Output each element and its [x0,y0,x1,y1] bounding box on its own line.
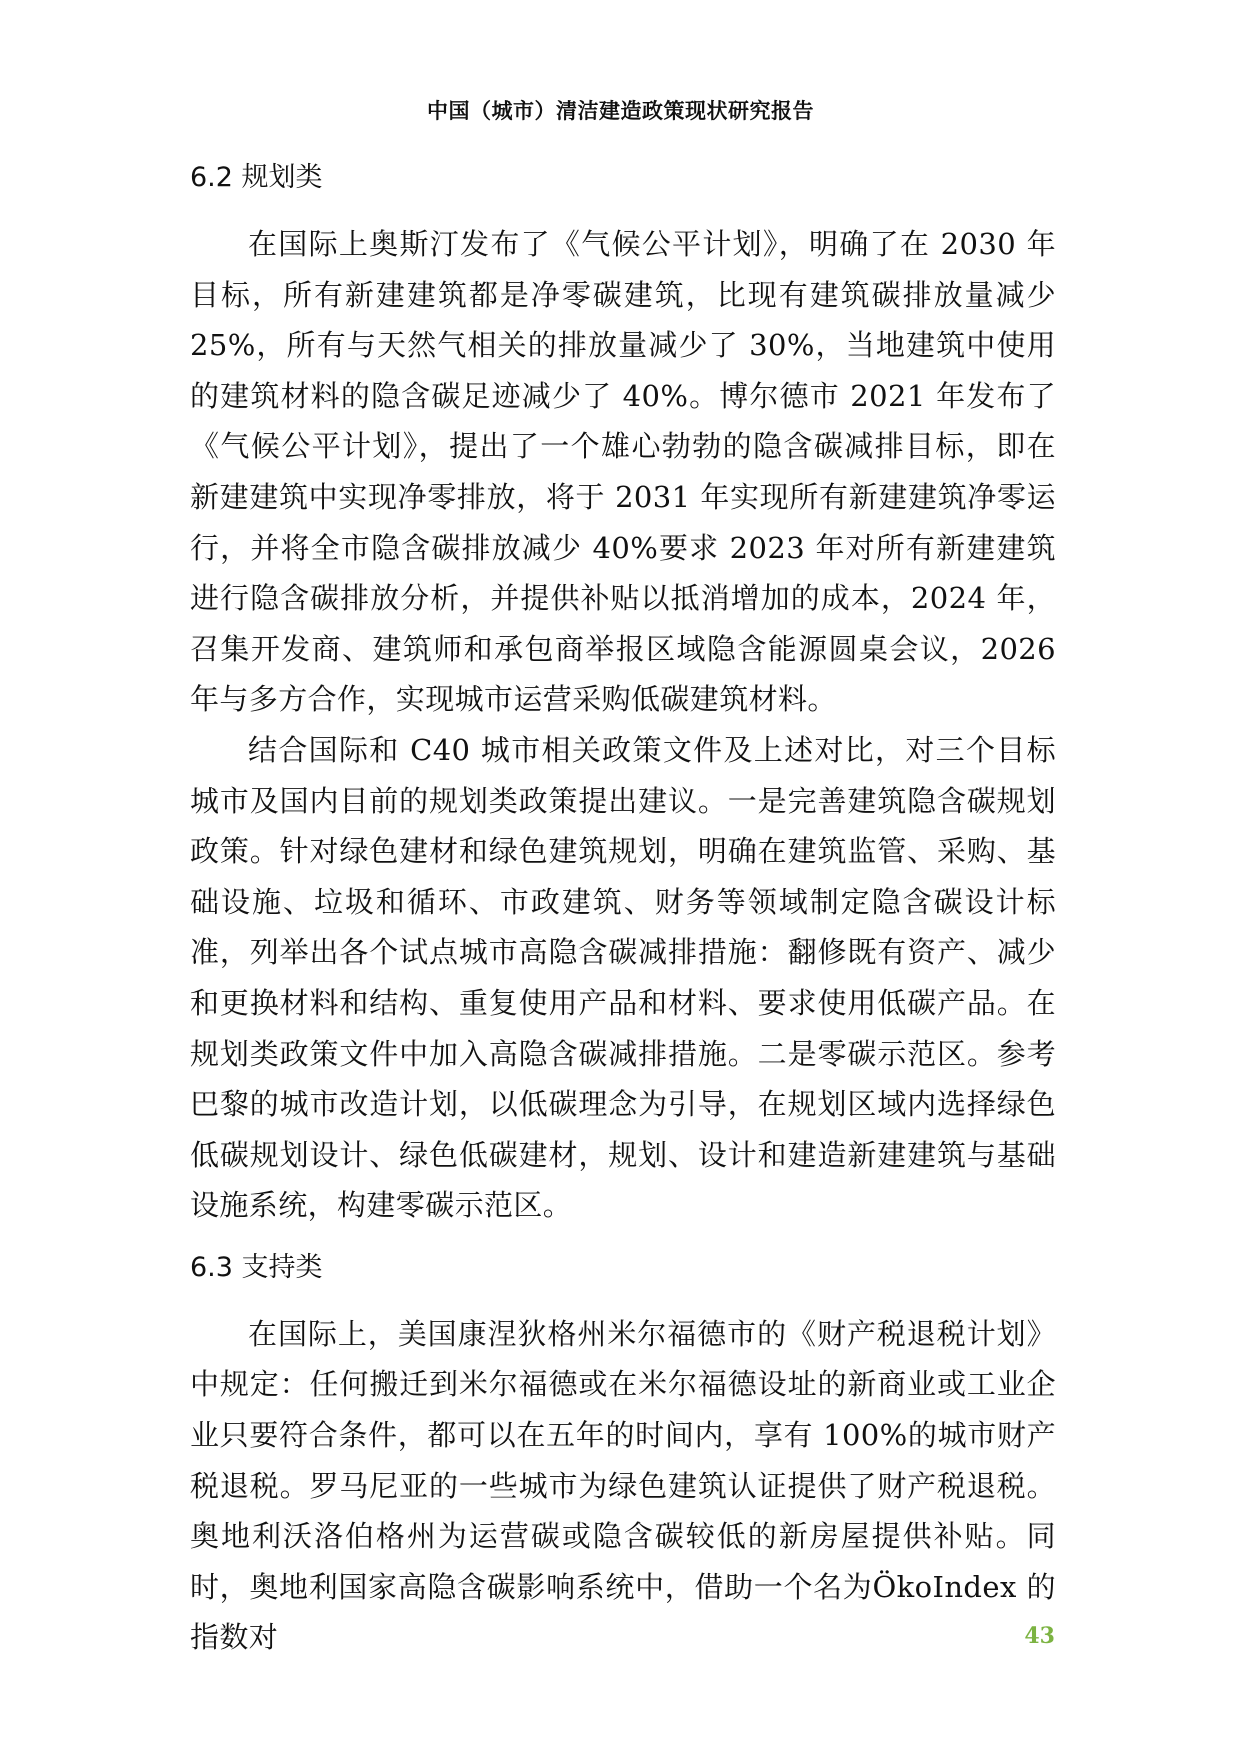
paragraph: 在国际上奥斯汀发布了《气候公平计划》，明确了在 2030 年目标，所有新建建筑都是净零碳建筑，比现有建筑碳排放量减少 25%，所有与天然气相关的排放量减少了 30%，当地建筑中使用的建筑材料的隐含碳足迹减少了 40%。博尔德市 2021 年发布了《气候公平计划》，提出了一个雄心勃勃的隐含碳减排目标，即在新建建筑中实现净零排放，将于 2031 年实现所有新建建筑净零运行，并将全市隐含碳排放减少 40%要求 2023 年对所有新建建筑进行隐含碳排放分析，并提供补贴以抵消增加的成本，2024 年，召集开发商、建筑师和承包商举报区域隐含能源圆桌会议，2026 年与多方合作，实现城市运营采购低碳建筑材料。 [190,227,1056,717]
section-support [190,1245,1056,1663]
paragraph: 结合国际和 C40 城市相关政策文件及上述对比，对三个目标城市及国内目前的规划类政策提出建议。一是完善建筑隐含碳规划政策。针对绿色建材和绿色建筑规划，明确在建筑监管、采购、基础设施、垃圾和循环、市政建筑、财务等领域制定隐含碳设计标准，列举出各个试点城市高隐含碳减排措施：翻修既有资产、减少和更换材料和结构、重复使用产品和材料、要求使用低碳产品。在规划类政策文件中加入高隐含碳减排措施。二是零碳示范区。参考巴黎的城市改造计划，以低碳理念为引导，在规划区域内选择绿色低碳规划设计、绿色低碳建材，规划、设计和建造新建建筑与基础设施系统，构建零碳示范区。 [190,732,1056,1223]
section-planning [190,155,1056,1231]
document-body [190,155,1056,1663]
page-header-title: 中国（城市）清洁建造政策现状研究报告 [427,99,814,123]
paragraph: 在国际上，美国康涅狄格州米尔福德市的《财产税退税计划》中规定：任何搬迁到米尔福德或在米尔福德设址的新商业或工业企业只要符合条件，都可以在五年的时间内，享有 100%的城市财产税退税。罗马尼亚的一些城市为绿色建筑认证提供了财产税退税。奥地利沃洛伯格州为运营碳或隐含碳较低的新房屋提供补贴。同时，奥地利国家高隐含碳影响系统中，借助一个名为ÖkoIndex 的指数对 [190,1316,1056,1655]
section-heading-support: 6.3 支持类 [190,1251,323,1283]
section-heading-planning: 6.2 规划类 [190,162,323,193]
page-number: 43 [1024,1623,1055,1649]
